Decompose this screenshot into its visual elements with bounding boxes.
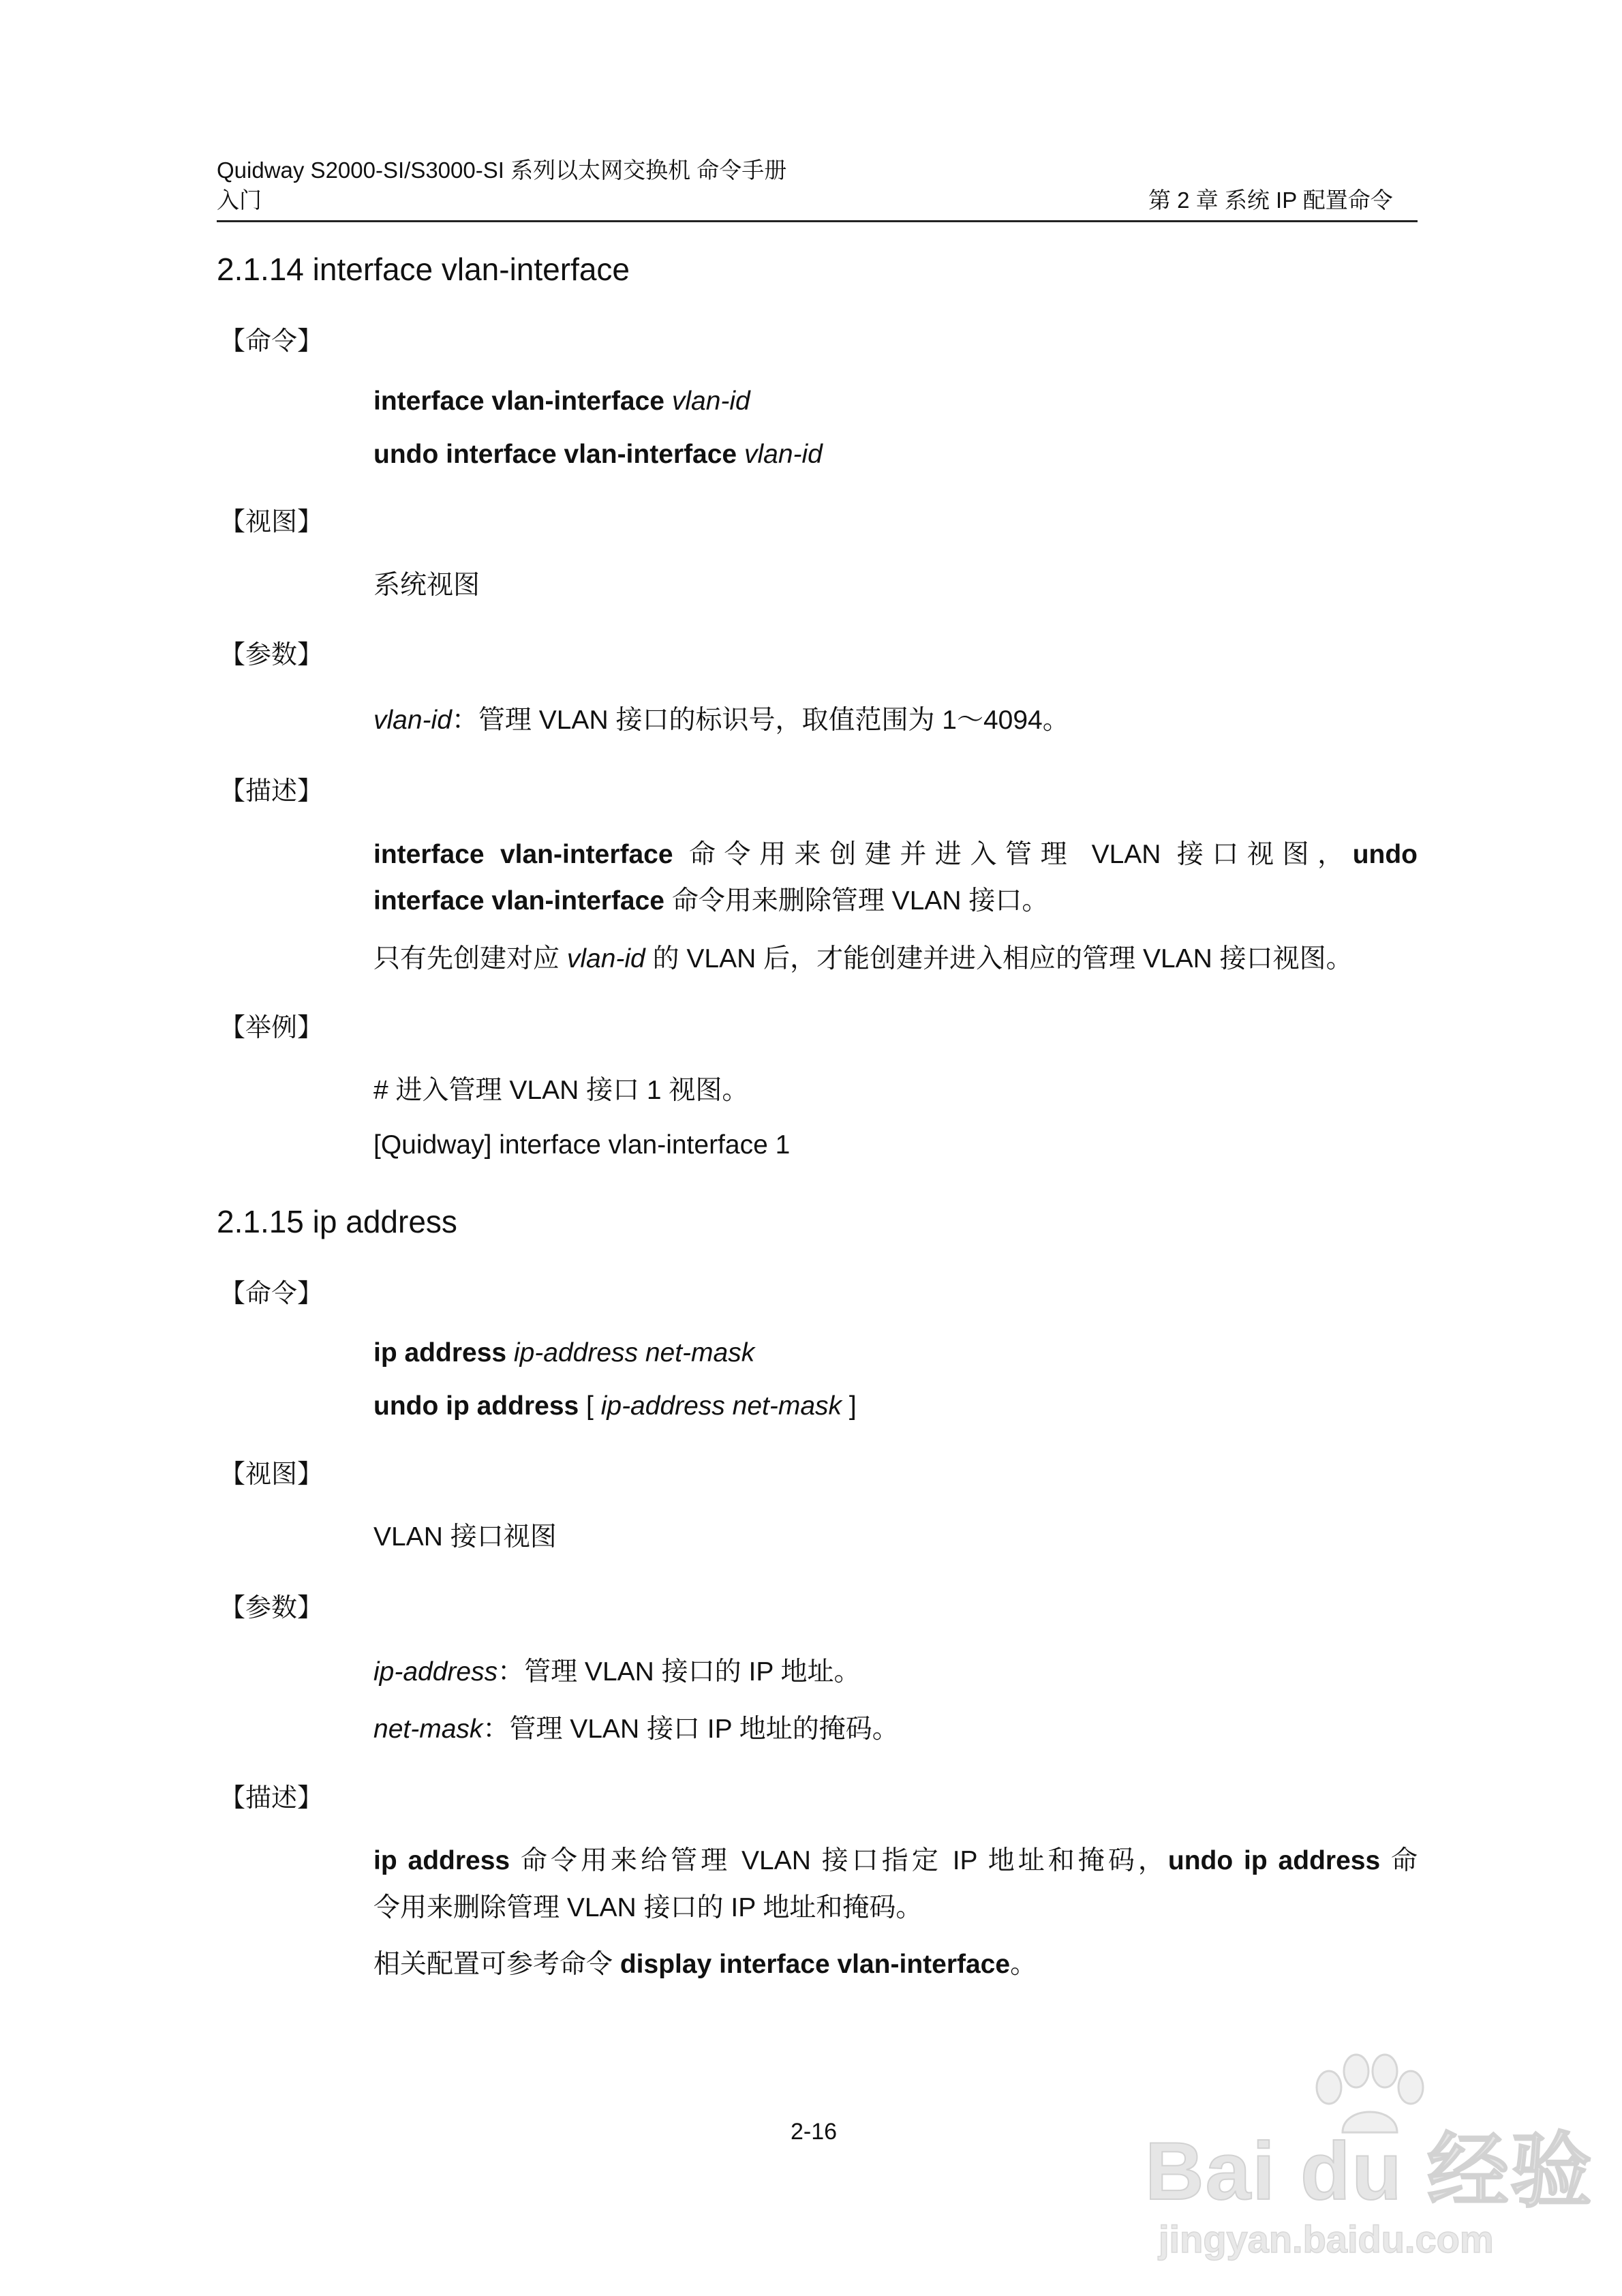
label-desc: 【描述】 bbox=[219, 777, 324, 806]
desc-keyword: undo ip address bbox=[1167, 1846, 1381, 1875]
example-code: [Quidway] interface vlan-interface 1 bbox=[373, 1130, 791, 1160]
desc-keyword: ip address bbox=[373, 1846, 510, 1875]
command-keyword: undo ip address bbox=[373, 1391, 579, 1421]
undo-command-syntax-line bbox=[373, 1388, 857, 1425]
param-name: ip-address bbox=[373, 1657, 498, 1687]
desc-text: 命令用来创建并进入管理 VLAN 接口视图， bbox=[673, 840, 1353, 869]
param-line bbox=[373, 702, 1069, 739]
param-description: ：管理 VLAN 接口的标识号，取值范围为 1～4094。 bbox=[451, 706, 1069, 735]
desc-keyword: display interface vlan-interface bbox=[619, 1950, 1011, 1979]
desc-keyword: undo bbox=[1352, 840, 1418, 869]
param-line-net-mask bbox=[373, 1711, 899, 1748]
desc-text: 的 VLAN 后，才能创建并进入相应的管理 VLAN 接口视图。 bbox=[645, 944, 1353, 973]
command-argument: vlan-id bbox=[744, 440, 823, 469]
baidu-jingyan-watermark bbox=[1145, 2052, 1594, 2261]
param-name: net-mask bbox=[373, 1715, 483, 1744]
bracket-close: ] bbox=[842, 1391, 857, 1421]
desc-line-2 bbox=[373, 883, 1048, 920]
label-view: 【视图】 bbox=[219, 1460, 324, 1489]
desc-line-1 bbox=[373, 836, 1418, 873]
section-heading-interface-vlan-interface: 2.1.14 interface vlan-interface bbox=[217, 252, 630, 287]
desc-text: 命令用来给管理 VLAN 接口指定 IP 地址和掩码， bbox=[510, 1846, 1168, 1875]
view-text: 系统视图 bbox=[373, 571, 480, 600]
label-command: 【命令】 bbox=[219, 1280, 324, 1308]
desc-text: 命 bbox=[1380, 1846, 1418, 1875]
desc-line-2: 令用来删除管理 VLAN 接口的 IP 地址和掩码。 bbox=[373, 1893, 923, 1922]
label-view: 【视图】 bbox=[219, 508, 324, 537]
header-doc-title: Quidway S2000-SI/S3000-SI 系列以太网交换机 命令手册 bbox=[217, 157, 787, 183]
param-name: vlan-id bbox=[373, 706, 452, 735]
command-keyword: undo interface vlan-interface bbox=[373, 440, 737, 469]
bracket-open: [ bbox=[579, 1391, 601, 1421]
desc-line-3 bbox=[373, 1946, 1037, 1983]
label-example: 【举例】 bbox=[219, 1014, 324, 1042]
command-keyword: ip address bbox=[373, 1338, 507, 1368]
command-argument: ip-address net-mask bbox=[600, 1391, 842, 1421]
page-number: 2-16 bbox=[791, 2119, 838, 2145]
command-syntax-line bbox=[373, 1335, 754, 1372]
desc-line-1 bbox=[373, 1843, 1418, 1879]
desc-keyword: interface vlan-interface bbox=[373, 886, 665, 916]
desc-text: 相关配置可参考命令 bbox=[373, 1950, 620, 1979]
desc-text: 命令用来删除管理 VLAN 接口。 bbox=[664, 886, 1049, 916]
command-argument: vlan-id bbox=[671, 387, 750, 416]
label-params: 【参数】 bbox=[219, 641, 324, 669]
header-rule bbox=[217, 220, 1418, 222]
command-argument: ip-address net-mask bbox=[513, 1338, 755, 1368]
header-chapter: 第 2 章 系统 IP 配置命令 bbox=[1148, 187, 1393, 213]
watermark-url: jingyan.baidu.com bbox=[1159, 2218, 1494, 2261]
param-line-ip-address bbox=[373, 1654, 860, 1691]
desc-text: 只有先创建对应 bbox=[373, 944, 567, 973]
label-desc: 【描述】 bbox=[219, 1784, 324, 1813]
label-params: 【参数】 bbox=[219, 1594, 324, 1622]
command-keyword: interface vlan-interface bbox=[373, 387, 665, 416]
header-part: 入门 bbox=[217, 187, 262, 213]
param-description: ：管理 VLAN 接口的 IP 地址。 bbox=[498, 1657, 861, 1687]
desc-keyword: interface vlan-interface bbox=[373, 840, 673, 869]
watermark-wordmark: Bai du 经验 bbox=[1145, 2126, 1594, 2217]
example-comment: # 进入管理 VLAN 接口 1 视图。 bbox=[373, 1076, 749, 1105]
label-command: 【命令】 bbox=[219, 327, 324, 356]
view-text: VLAN 接口视图 bbox=[373, 1522, 557, 1552]
desc-line-3 bbox=[373, 941, 1353, 978]
desc-argument: vlan-id bbox=[566, 944, 645, 973]
desc-text: 。 bbox=[1010, 1950, 1037, 1979]
command-syntax-line bbox=[373, 383, 750, 420]
undo-command-syntax-line bbox=[373, 436, 823, 473]
param-description: ：管理 VLAN 接口 IP 地址的掩码。 bbox=[483, 1715, 899, 1744]
section-heading-ip-address: 2.1.15 ip address bbox=[217, 1204, 457, 1239]
